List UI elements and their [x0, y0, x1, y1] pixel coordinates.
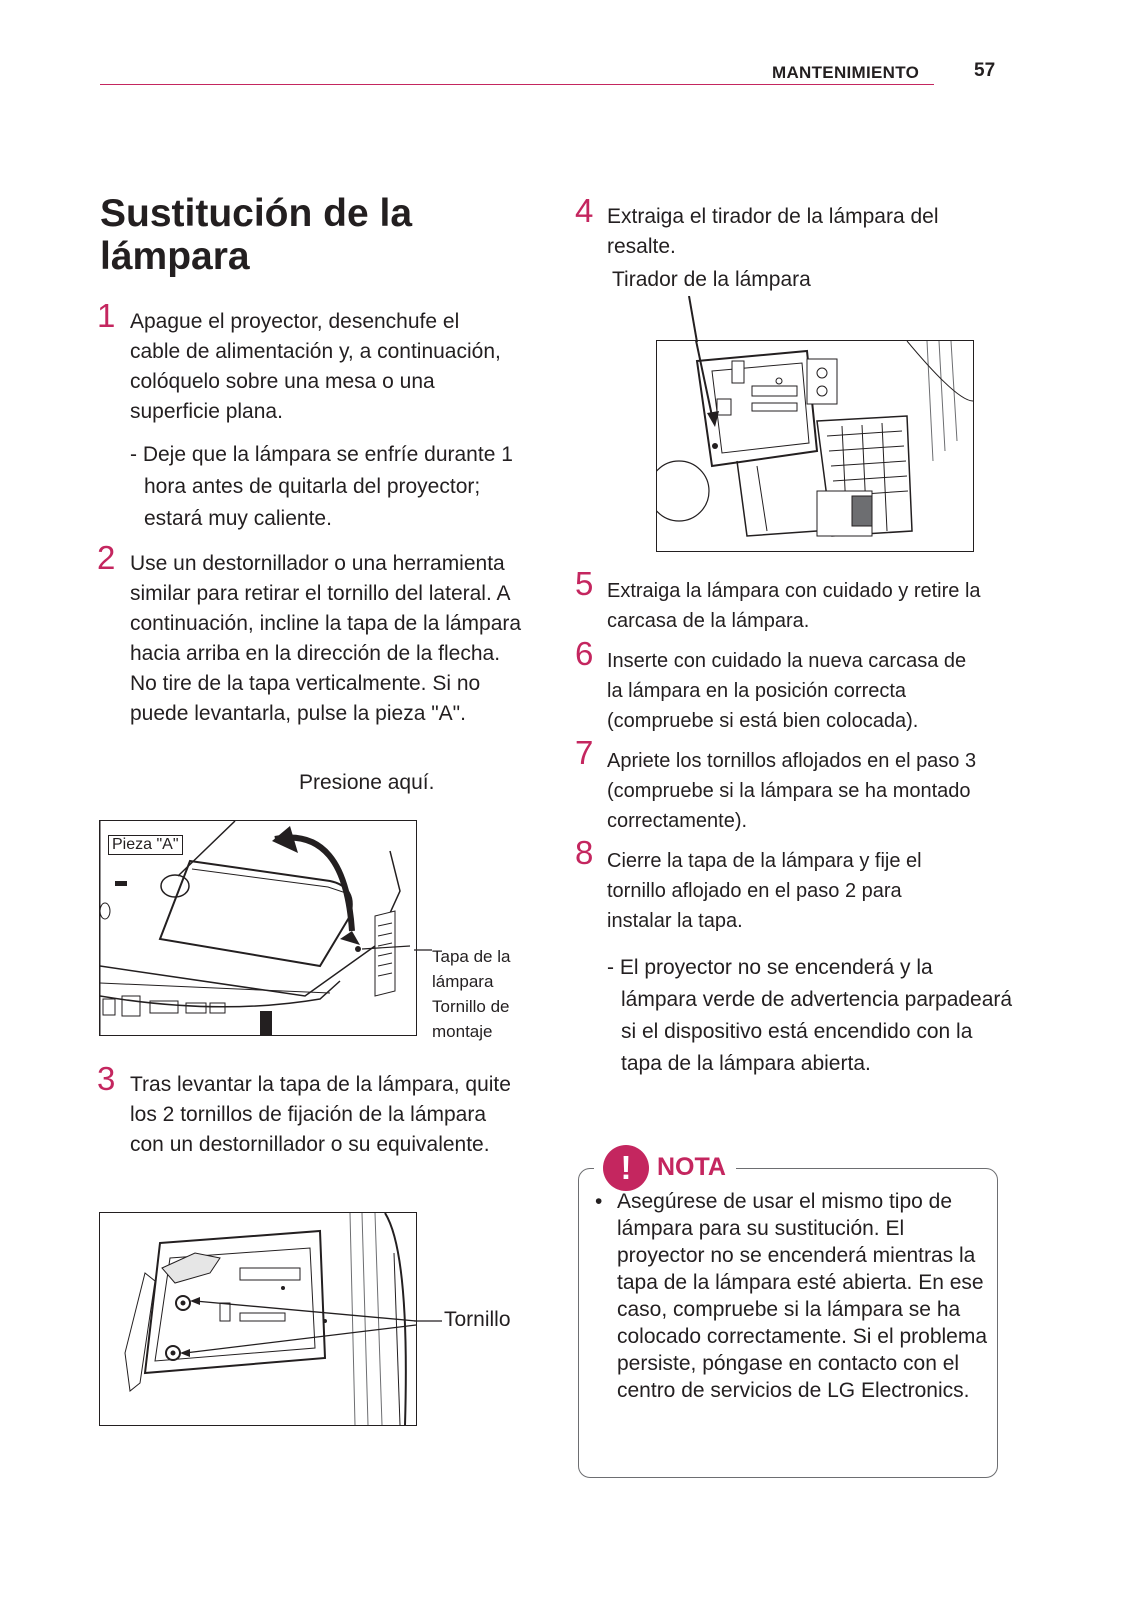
step-1-text: Apague el proyector, desenchufe el cable de alimentación y, a continuación, colóquelo sobre una mesa o una superficie plana.	[130, 310, 501, 423]
figure-lamp-screws	[99, 1212, 417, 1426]
step-2-text: Use un destornillador o una herramienta similar para retirar el tornillo del lateral. A continuación, incline la tapa de la lámpara hacia arriba en la dirección de la flecha. No tire de la tapa verticalmente. Si no puede levantarla, pulse la pieza "A".	[130, 552, 522, 725]
lamp-handle-illustration	[657, 341, 973, 551]
step-3-text: Tras levantar la tapa de la lámpara, quite los 2 tornillos de fijación de la lámpara con un destornillador o su equivalente.	[130, 1073, 511, 1156]
header-rule	[100, 84, 934, 85]
lamp-screws-illustration	[100, 1213, 416, 1425]
step-6-text: Inserte con cuidado la nueva carcasa de la lámpara en la posición correcta (compruebe si está bien colocada).	[607, 650, 967, 732]
section-name: MANTENIMIENTO	[772, 63, 920, 82]
part-a-label: Pieza "A"	[108, 835, 183, 855]
step-4-text: Extraiga el tirador de la lámpara del resalte.	[607, 205, 939, 258]
step-number-1: 1	[97, 297, 116, 334]
step-1-note: - Deje que la lámpara se enfríe durante 1 hora antes de quitarla del proyector; estará muy caliente.	[130, 443, 513, 530]
warning-icon: !	[603, 1145, 649, 1191]
note-title: NOTA	[657, 1153, 726, 1181]
step-number-6: 6	[575, 635, 594, 672]
lamp-cover-label: Tapa de la lámpara	[432, 947, 511, 991]
note-text-block	[595, 1188, 990, 1404]
mount-screw-label: Tornillo de montaje	[432, 997, 510, 1041]
lamp-handle-label: Tirador de la lámpara	[612, 268, 811, 291]
step-8-note: - El proyector no se encenderá y la lámpara verde de advertencia parpadeará si el dispositivo está encendido con la tapa de la lámpara abierta.	[607, 956, 1013, 1075]
screw-leader	[414, 1318, 444, 1328]
page-title: Sustitución de la lámpara	[100, 192, 413, 278]
screw-label: Tornillo	[444, 1308, 511, 1331]
figure-lamp-handle	[656, 340, 974, 552]
page-number: 57	[974, 60, 996, 81]
figure-lamp-cover	[99, 820, 417, 1036]
step-8-text: Cierre la tapa de la lámpara y fije el tornillo aflojado en el paso 2 para instalar la tapa.	[607, 850, 922, 932]
lamp-cover-leader	[414, 940, 434, 960]
step-7-text: Apriete los tornillos aflojados en el paso 3 (compruebe si la lámpara se ha montado correctamente).	[607, 750, 977, 832]
step-number-8: 8	[575, 834, 594, 871]
step-number-7: 7	[575, 734, 594, 771]
press-here-label: Presione aquí.	[299, 771, 435, 794]
step-number-4: 4	[575, 192, 594, 229]
bullet-icon: •	[595, 1190, 603, 1213]
step-number-5: 5	[575, 565, 594, 602]
step-number-3: 3	[97, 1060, 116, 1097]
lamp-handle-leader	[685, 296, 705, 344]
step-5-text: Extraiga la lámpara con cuidado y retire la carcasa de la lámpara.	[607, 580, 981, 632]
note-text: Asegúrese de usar el mismo tipo de lámpara para su sustitución. El proyector no se encenderá mientras la tapa de la lámpara esté abierta. En ese caso, compruebe si la lámpara se ha colocado correctamente. Si el problema persiste, póngase en contacto con el centro de servicios de LG Electronics.	[617, 1190, 988, 1402]
step-number-2: 2	[97, 539, 116, 576]
